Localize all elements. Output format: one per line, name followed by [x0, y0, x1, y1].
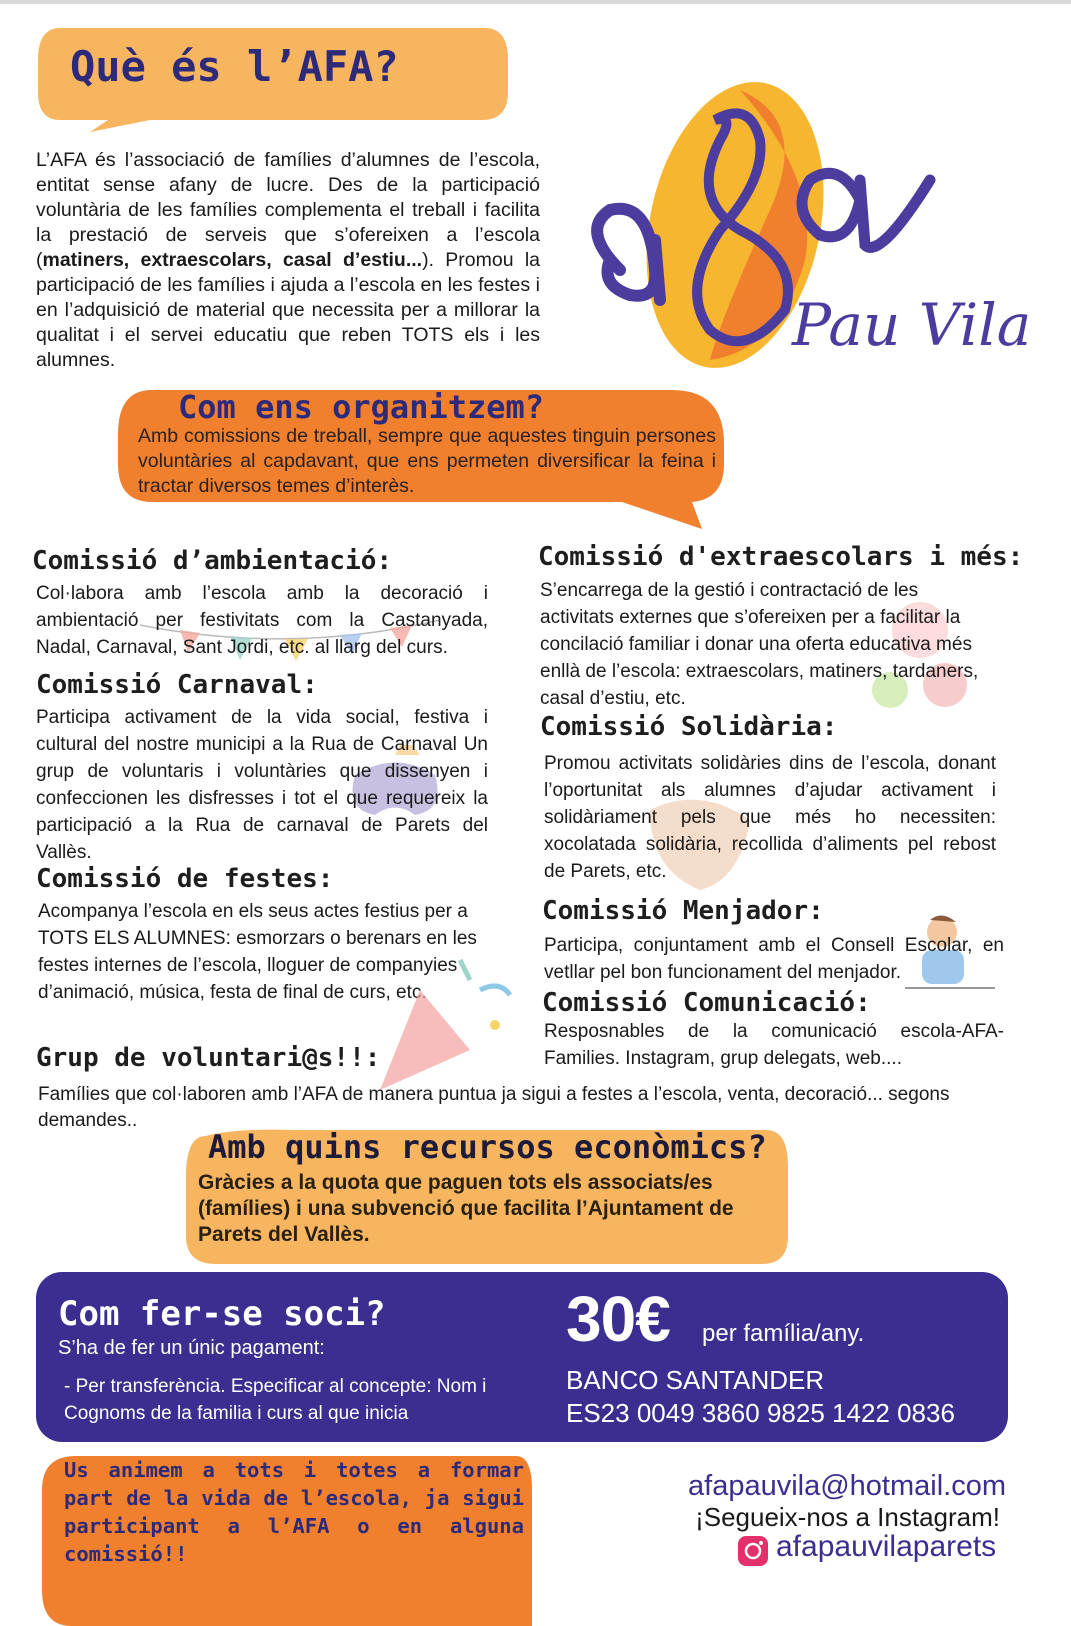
logo-subtitle: Pau Vila: [792, 291, 1032, 359]
party-hat-icon: [360, 950, 530, 1100]
commission-extraescolars-title: Comissió d'extraescolars i més:: [538, 542, 1024, 572]
membership-iban: ES23 0049 3860 9825 1422 0836: [566, 1398, 955, 1428]
contact-email[interactable]: afapauvila@hotmail.com: [688, 1470, 1006, 1502]
commission-ambientacio-title: Comissió d’ambientació:: [32, 546, 393, 576]
contact-instagram[interactable]: afapauvilaparets: [776, 1530, 997, 1563]
commission-festes-text: Acompanya l’escola en els seus actes festius per a TOTS ELS ALUMNES: esmorzars o berenars en les festes internes de l’escola, lloguer de companyies d’animació, música, festa de final de curs, etc.: [38, 901, 477, 1003]
commission-ambientacio-text: Col·labora amb l’escola amb la decoració i ambientació per festivitats com la Castanyada, Nadal, Carnaval, Sant Jordi, etc. al llarg del curs.: [36, 583, 488, 658]
afa-logo: [560, 60, 1060, 380]
membership-transfer: - Per transferència. Especificar al concepte: Nom i Cognoms de la familia i curs al que inicia: [64, 1376, 487, 1424]
membership-subtitle: S’ha de fer un únic pagament:: [58, 1337, 325, 1359]
resources-title: Amb quins recursos econòmics?: [208, 1128, 767, 1166]
contact-follow: ¡Segueix-nos a Instagram!: [695, 1502, 1000, 1532]
commission-solidaria-text: Promou activitats solidàries dins de l’escola, donant l’oportunitat als alumnes d’ajudar activament i solidàriament pels que més ho necessiten: xocolatada solidària, recollida d’aliments pel rebost de Parets, etc.: [544, 753, 996, 882]
commission-carnaval-text: Participa activament de la vida social, festiva i cultural del nostre municipi a la Rua de Carnaval Un grup de voluntaris i voluntàries que dissenyen i confeccionen les disfresses i tot el que requereix la participació a la Rua de carnaval de Parets del Vallès.: [36, 707, 488, 863]
organize-text: Amb comissions de treball, sempre que aquestes tinguin persones voluntàries al capdavant, que ens permeten diversificar la feina i tractar diversos temes d’interès.: [138, 425, 716, 497]
commission-carnaval-title: Comissió Carnaval:: [36, 670, 318, 700]
top-border: [0, 0, 1071, 4]
commission-festes-title: Comissió de festes:: [36, 864, 334, 894]
encourage-text: Us animem a tots i totes a formar part de la vida de l’escola, ja sigui participant a l’AFA o en alguna comissió!!: [64, 1458, 524, 1566]
afa-description: L’AFA és l’associació de famílies d’alumnes de l’escola, entitat sense afany de lucre. Des de la participació voluntària de les famílies complementa el treball i facilita la prestació de serveis que s’ofereixen a l’escola (matiners, extraescolars, casal d’estiu...). Promou la participació de les famílies i ajuda a l’escola en les festes i en l’adquisició de material que necessita per a millorar la qualitat i el servei educatiu que reben TOTS els i les alumnes.: [36, 149, 541, 371]
organize-title: Com ens organitzem?: [178, 388, 545, 426]
membership-title: Com fer-se soci?: [58, 1294, 386, 1334]
membership-price-unit: per família/any.: [702, 1320, 865, 1347]
volunteers-title: Grup de voluntari@s!!:: [36, 1043, 381, 1073]
commission-menjador-text: Participa, conjuntament amb el Consell Escolar, en vetllar pel bon funcionament del menjador.: [544, 935, 1004, 983]
resources-text: Gràcies a la quota que paguen tots els associats/es (famílies) i una subvenció que facilita l’Ajuntament de Parets del Vallès.: [198, 1171, 734, 1246]
instagram-icon: [736, 1534, 770, 1568]
commission-extraescolars-text: S’encarrega de la gestió i contractació de les activitats externes que s’ofereixen per a facilitar la concilació familiar i donar una oferta educativa més enllà de l’escola: extraescolars, matiners, tardaners, casal d’estiu, etc.: [540, 580, 979, 709]
membership-bank: BANCO SANTANDER: [566, 1365, 825, 1395]
commission-comunicacio-title: Comissió Comunicació:: [542, 988, 871, 1018]
volunteers-text: Famílies que col·laboren amb l’AFA de manera puntua ja sigui a festes a l’escola, venta, decoració... segons demandes..: [38, 1084, 950, 1131]
commission-solidaria-title: Comissió Solidària:: [540, 712, 838, 742]
afa-title: Què és l’AFA?: [70, 42, 399, 91]
membership-price: 30€: [566, 1283, 670, 1355]
commission-menjador-title: Comissió Menjador:: [542, 896, 824, 926]
commission-comunicacio-text: Resposnables de la comunicació escola-AFA-Families. Instagram, grup delegats, web....: [544, 1021, 1004, 1069]
